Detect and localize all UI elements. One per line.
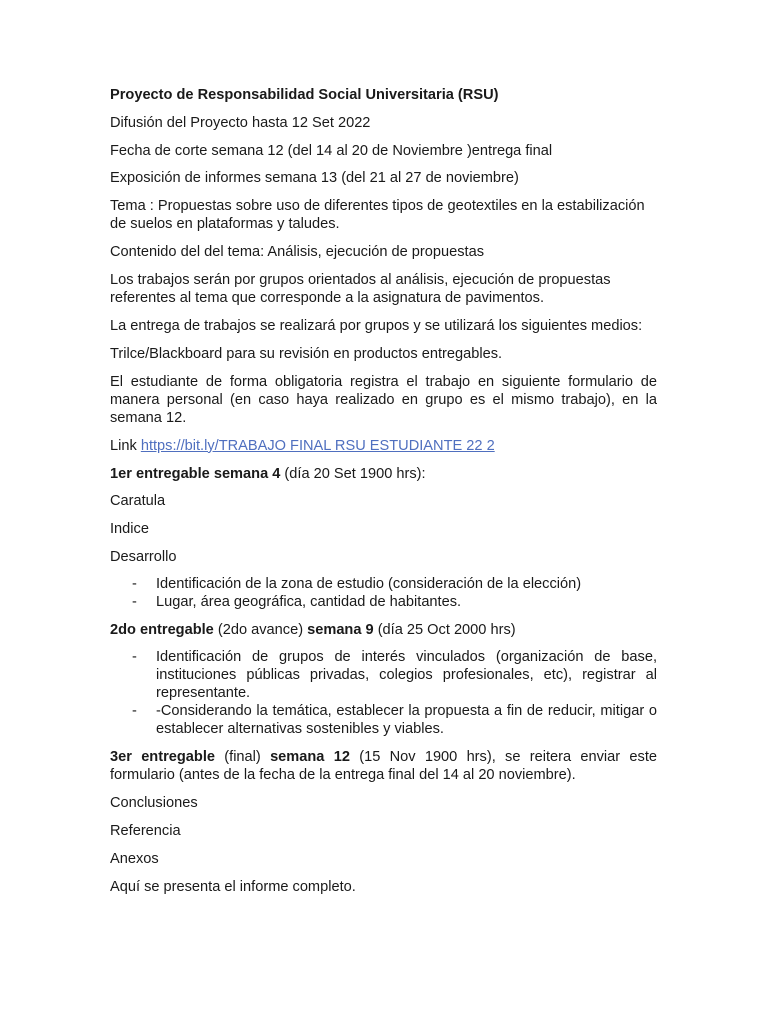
form-link[interactable]: https://bit.ly/TRABAJO FINAL RSU ESTUDIANTE 22 2 <box>140 437 495 454</box>
entregable-3-bold: 3er entregable <box>110 749 215 766</box>
conclusiones-line: Conclusiones <box>110 795 198 812</box>
entregable-3-paragraph <box>110 748 657 784</box>
trabajos-paragraph: Los trabajos serán por grupos orientados al análisis, ejecución de propuestas referentes al tema que corresponde a la asignatura de pavimentos. <box>110 271 611 307</box>
entregable-1-heading <box>110 465 657 483</box>
referencia-line: Referencia <box>110 822 181 839</box>
document-title: Proyecto de Responsabilidad Social Universitaria (RSU) <box>110 87 499 103</box>
dash-bullet: - <box>132 593 137 610</box>
list-item-text: Identificación de la zona de estudio (consideración de la elección) <box>156 575 582 592</box>
difusion-line: Difusión del Proyecto hasta 12 Set 2022 <box>110 114 371 131</box>
list-item <box>110 593 657 611</box>
dash-bullet: - <box>132 575 137 592</box>
fecha-corte-line: Fecha de corte semana 12 (del 14 al 20 de Noviembre )entrega final <box>110 142 553 159</box>
link-line <box>110 437 657 455</box>
entregable-3-mid: (final) <box>215 749 271 766</box>
document-body <box>110 86 657 905</box>
entregable-2-bold: 2do entregable <box>110 621 214 638</box>
entregable-2-heading <box>110 621 657 639</box>
exposicion-line: Exposición de informes semana 13 (del 21 al 27 de noviembre) <box>110 170 519 187</box>
entregable-1-list <box>110 575 657 611</box>
list-item-text: Identificación de grupos de interés vinculados (organización de base, instituciones públicas privadas, colegios profesionales, etc), registrar al representante. <box>156 648 657 701</box>
indice-line: Indice <box>110 521 149 538</box>
list-item <box>110 575 657 593</box>
entregable-2-week: semana 9 <box>307 621 374 638</box>
tema-paragraph: Tema : Propuestas sobre uso de diferentes tipos de geotextiles en la estabilización de suelos en plataformas y taludes. <box>110 198 645 233</box>
entregable-2-mid: (2do avance) <box>213 621 308 638</box>
anexos-line: Anexos <box>110 850 159 867</box>
entregable-2-list <box>110 648 657 739</box>
entregable-1-rest: (día 20 Set 1900 hrs): <box>280 465 426 482</box>
desarrollo-line: Desarrollo <box>110 548 177 565</box>
entrega-paragraph: La entrega de trabajos se realizará por grupos y se utilizará los siguientes medios: <box>110 317 643 334</box>
trilce-line: Trilce/Blackboard para su revisión en productos entregables. <box>110 345 503 362</box>
entregable-1-bold: 1er entregable semana 4 <box>110 465 281 482</box>
entregable-3-rest: (15 Nov 1900 hrs), se reitera enviar este formulario (antes de la fecha de la entrega final del 14 al 20 noviembre). <box>110 749 657 784</box>
caratula-line: Caratula <box>110 493 166 510</box>
entregable-2-rest: (día 25 Oct 2000 hrs) <box>373 621 516 638</box>
contenido-line: Contenido del del tema: Análisis, ejecución de propuestas <box>110 244 485 261</box>
entregable-3-week: semana 12 <box>270 749 350 766</box>
dash-bullet: - <box>132 648 137 665</box>
list-item-text: Lugar, área geográfica, cantidad de habitantes. <box>156 593 462 610</box>
list-item <box>110 648 657 703</box>
link-label: Link <box>110 437 141 454</box>
aqui-line: Aquí se presenta el informe completo. <box>110 878 356 895</box>
list-item-text: -Considerando la temática, establecer la propuesta a fin de reducir, mitigar o establecer alternativas sostenibles y viables. <box>156 703 657 738</box>
list-item <box>110 702 657 738</box>
dash-bullet: - <box>132 703 137 720</box>
estudiante-paragraph: El estudiante de forma obligatoria registra el trabajo en siguiente formulario de manera personal (en caso haya realizado en grupo es el mismo trabajo), en la semana 12. <box>110 373 657 426</box>
